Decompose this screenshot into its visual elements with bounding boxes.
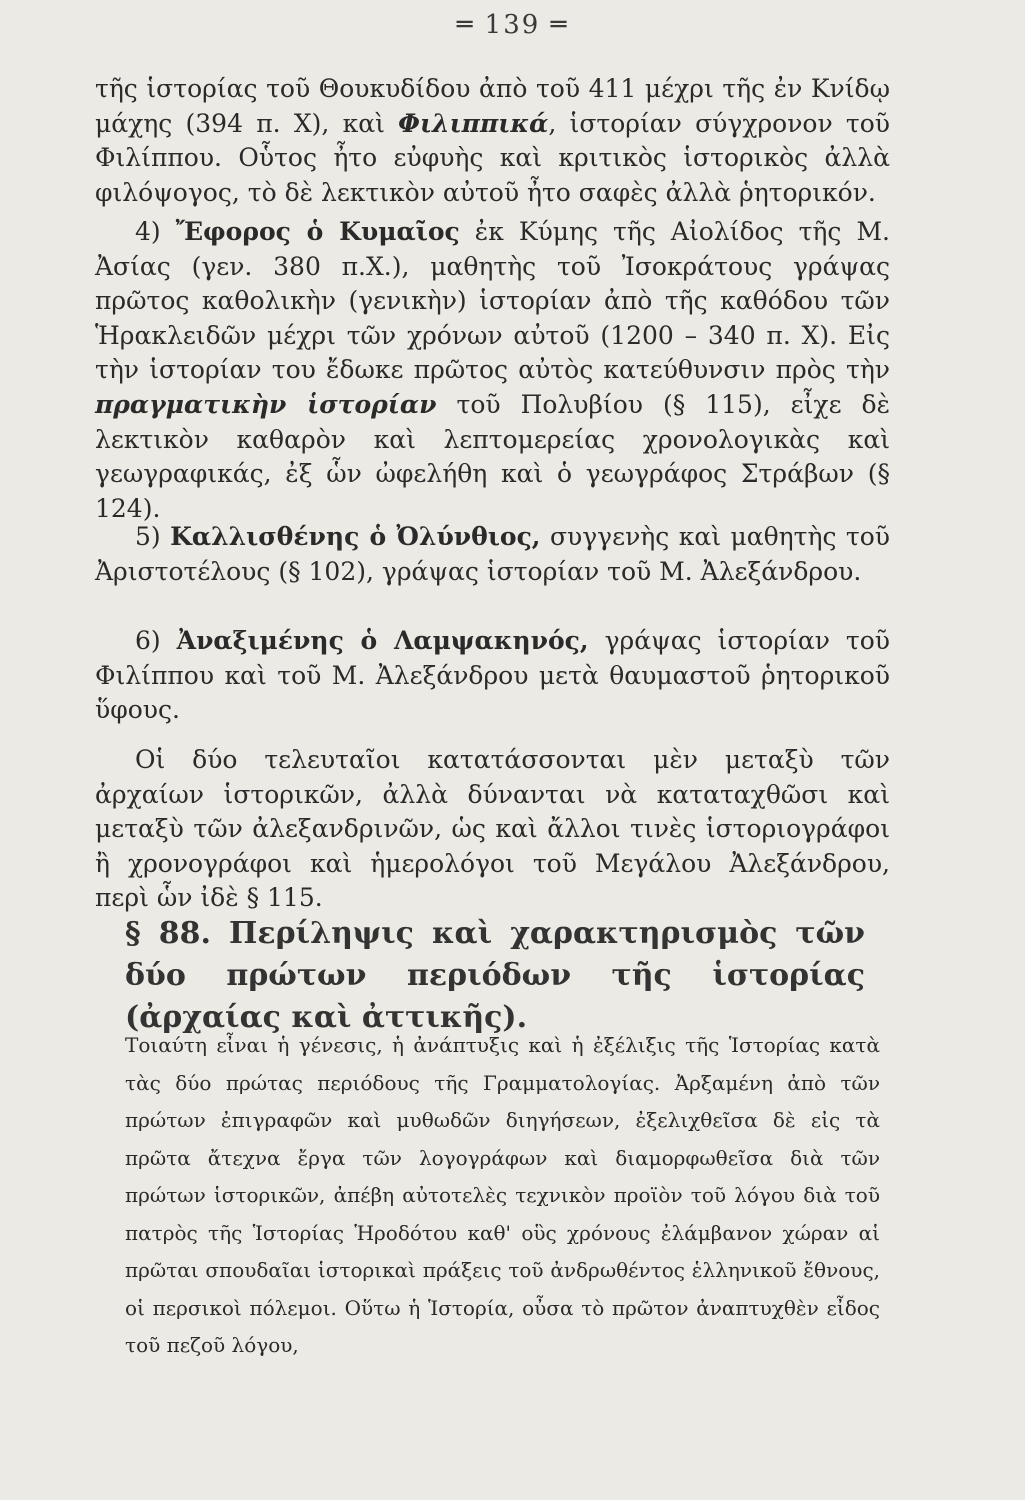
emphasis-pragmatic-history: πραγματικὴν ἱστορίαν xyxy=(95,389,437,419)
work-title-philippika: Φιλιππικά xyxy=(398,108,549,138)
summary-paragraph xyxy=(125,1027,880,1365)
author-name-ephorus: Ἔφορος ὁ Κυμαῖος xyxy=(175,217,460,246)
text-span: , ἱστορίαν σύγχρονον τοῦ Φιλίππου. Οὗτος ἦτο εὐφυὴς καὶ κριτικὸς ἱστορικὸς ἀλλὰ φιλόψογος, τὸ δὲ λεκτικὸν αὐτοῦ ἦτο σαφὲς ἀλλὰ ῥητορικόν. xyxy=(95,108,890,207)
summary-text: Τοιαύτη εἶναι ἡ γένεσις, ἡ ἀνάπτυξις καὶ ἡ ἐξέλιξις τῆς Ἱστορίας κατὰ τὰς δύο πρώτας περιόδους τῆς Γραμματολογίας. Ἀρξαμένη ἀπὸ τῶν πρώτων ἐπιγραφῶν καὶ μυθωδῶν διηγήσεων, ἐξελιχθεῖσα δὲ εἰς τὰ πρῶτα ἄτεχνα ἔργα τῶν λογογράφων καὶ διαμορφωθεῖσα διὰ τῶν πρώτων ἱστορικῶν, ἀπέβη αὐτοτελὲς τεχνικὸν προϊὸν τοῦ λόγου διὰ τοῦ πατρὸς τῆς Ἱστορίας Ἡροδότου καθ' οὓς χρόνους ἐλάμβανον χώραν αἱ πρῶται σπουδαῖαι ἱστορικαὶ πράξεις τοῦ ἀνδρωθέντος ἑλληνικοῦ ἔθνους, οἱ περσικοὶ πόλεμοι. Οὕτω ἡ Ἱστορία, οὖσα τὸ πρῶτον ἀναπτυχθὲν εἶδος τοῦ πεζοῦ λόγου, xyxy=(125,1033,880,1357)
paragraph-text: Οἱ δύο τελευταῖοι κατατάσσονται μὲν μεταξὺ τῶν ἀρχαίων ἱστορικῶν, ἀλλὰ δύνανται νὰ καταταχθῶσι καὶ μεταξὺ τῶν ἀλεξανδρινῶν, ὡς καὶ ἄλλοι τινὲς ἱστοριογράφοι ἢ χρονογράφοι καὶ ἡμερολόγοι τοῦ Μεγάλου Ἀλεξάνδρου, περὶ ὧν ἰδὲ § 115. xyxy=(95,745,890,913)
page-number: ═ 139 ═ xyxy=(456,10,569,40)
author-name-callisthenes: Καλλισθένης ὁ Ὀλύνθιος, xyxy=(170,522,541,551)
text-span: τοῦ Πολυβίου (§ 115), εἶχε δὲ λεκτικὸν καθαρὸν καὶ λεπτομερείας χρονολογικὰς καὶ γεωγραφικάς, ἐξ ὧν ὠφελήθη καὶ ὁ γεωγράφος Στράβων (§ 124). xyxy=(95,389,890,523)
text-span: τῆς ἱστορίας τοῦ Θουκυδίδου ἀπὸ τοῦ 411 μέχρι τῆς ἐν Κνίδῳ μάχης (394 π. Χ), καὶ xyxy=(95,74,890,138)
paragraph-ephorus xyxy=(95,215,890,526)
text-span: γράψας ἱστορίαν τοῦ Φιλίππου καὶ τοῦ Μ. Ἀλεξάνδρου μετὰ θαυμαστοῦ ῥητορικοῦ ὕφους. xyxy=(95,626,891,725)
paragraph-last-two xyxy=(95,743,890,916)
item-number: 6) xyxy=(135,626,177,655)
section-heading-88: § 88. Περίληψις καὶ χαρακτηρισμὸς τῶν δύο πρώτων περιόδων τῆς ἱστορίας (ἀρχαίας καὶ ἀττικῆς). xyxy=(125,916,865,1035)
text-span: ἐκ Κύμης τῆς Αἰολίδος τῆς Μ. Ἀσίας (γεν. 380 π.Χ.), μαθητὴς τοῦ Ἰσοκράτους γράψας πρῶτος καθολικὴν (γενικὴν) ἱστορίαν ἀπὸ τῆς καθόδου τῶν Ἡρακλειδῶν μέχρι τῶν χρόνων αὐτοῦ (1200 – 340 π. Χ). Εἰς τὴν ἱστορίαν του ἔδωκε πρῶτος αὐτὸς κατεύθυνσιν πρὸς τὴν xyxy=(95,217,891,385)
item-number: 5) xyxy=(135,522,171,551)
item-number: 4) xyxy=(135,217,176,246)
paragraph-theopompus xyxy=(95,72,890,210)
paragraph-anaximenes xyxy=(95,624,890,728)
text-span: συγγενὴς καὶ μαθητὴς τοῦ Ἀριστοτέλους (§ 102), γράψας ἱστορίαν τοῦ Μ. Ἀλεξάνδρου. xyxy=(95,522,890,586)
author-name-anaximenes: Ἀναξιμένης ὁ Λαμψακηνός, xyxy=(176,626,589,655)
paragraph-callisthenes xyxy=(95,520,890,589)
